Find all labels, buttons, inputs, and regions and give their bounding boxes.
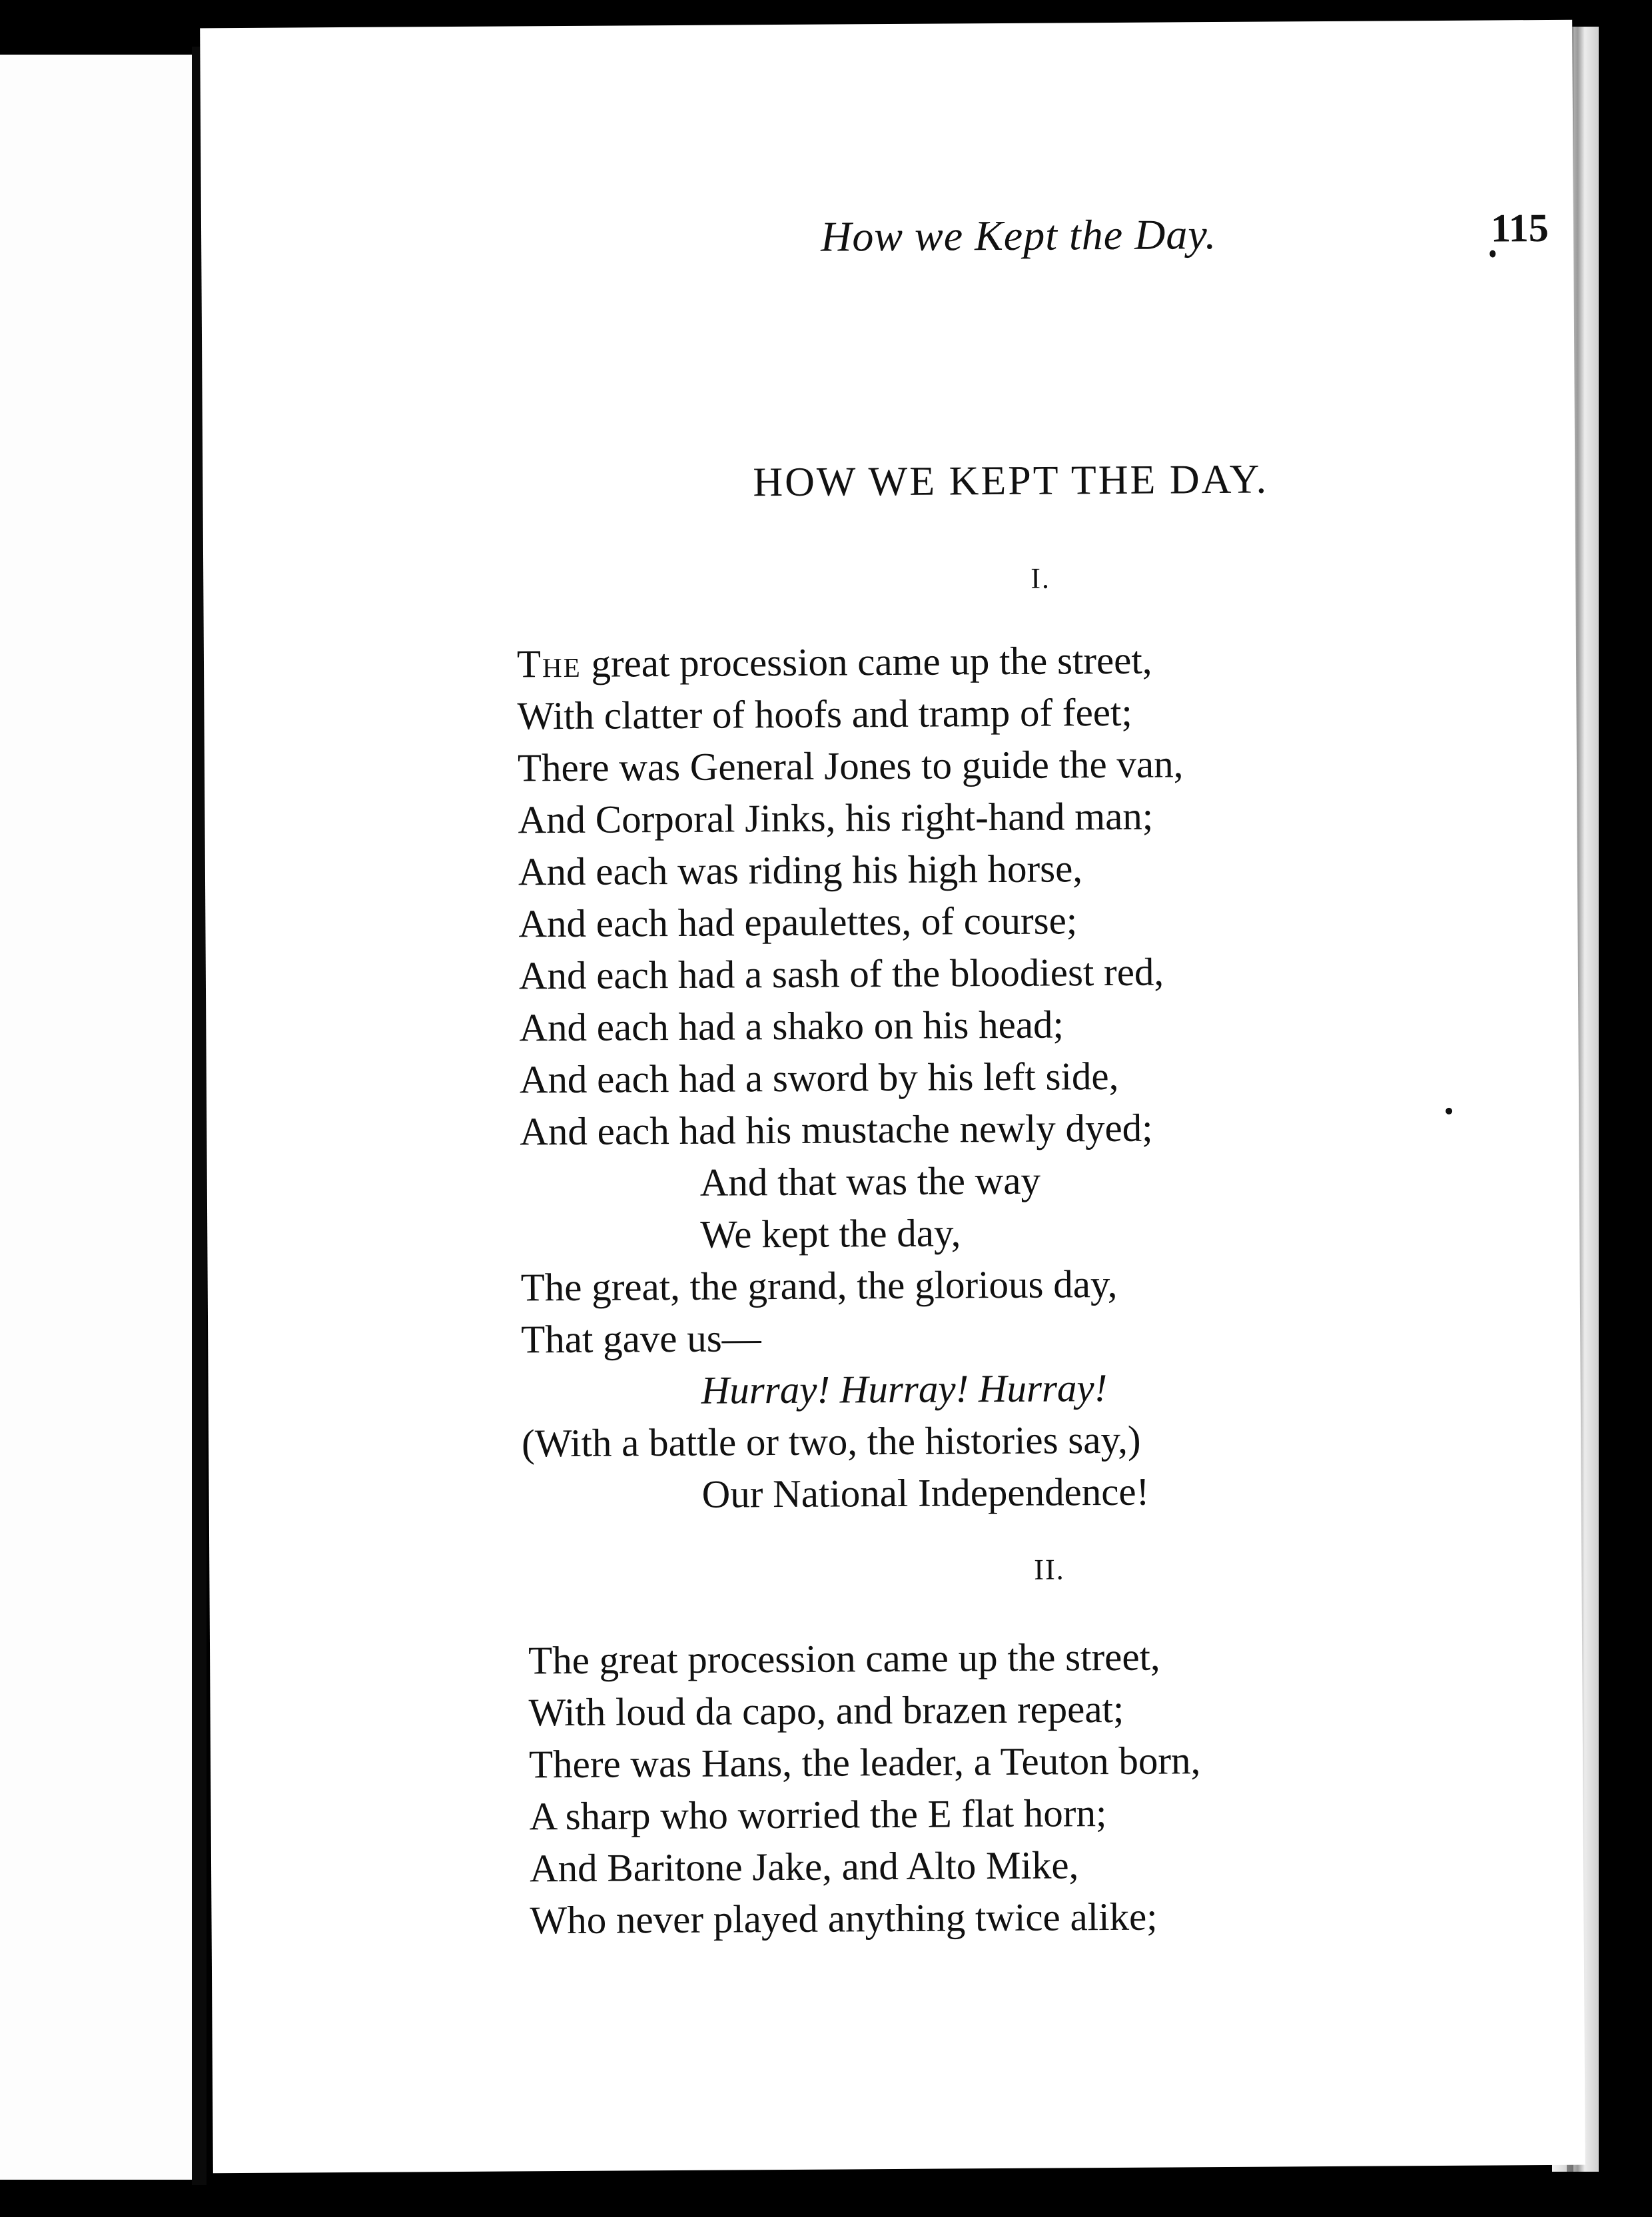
drop-lead-word: The	[516, 641, 582, 686]
poem-title: HOW WE KEPT THE DAY.	[753, 456, 1269, 506]
poem-line: And each had a shako on his head;	[519, 1002, 1064, 1050]
ink-speck	[1446, 1108, 1452, 1114]
poem-line: And each had epaulettes, of course;	[518, 898, 1078, 946]
poem-line-refrain: And that was the way	[699, 1158, 1041, 1204]
book-page	[200, 20, 1585, 2174]
poem-line	[517, 632, 1383, 689]
poem-line: And Corporal Jinks, his right-hand man;	[518, 793, 1154, 842]
poem-line: With loud da capo, and brazen repeat;	[528, 1686, 1124, 1735]
poem-line: That gave us—	[521, 1316, 761, 1362]
poem-line: With clatter of hoofs and tramp of feet;	[517, 689, 1132, 738]
poem-line-exclamation: Hurray! Hurray! Hurray!	[701, 1366, 1108, 1412]
section-numeral-2: II.	[1034, 1553, 1065, 1586]
poem-line-text: great procession came up the street,	[581, 638, 1152, 685]
running-head: How we Kept the Day.	[820, 211, 1217, 260]
facing-page-strip	[0, 55, 194, 2180]
poem-line: And each had his mustache newly dyed;	[520, 1105, 1153, 1154]
poem-line: The great, the grand, the glorious day,	[520, 1261, 1118, 1310]
poem-line: Who never played anything twice alike;	[530, 1894, 1158, 1943]
poem-line: And Baritone Jake, and Alto Mike,	[529, 1843, 1079, 1891]
poem-line: There was General Jones to guide the van,	[517, 741, 1184, 790]
poem-line-refrain: We kept the day,	[700, 1210, 961, 1256]
page-number: 115	[1490, 205, 1549, 250]
poem-line: A sharp who worried the E flat horn;	[529, 1791, 1107, 1839]
poem-line: (With a battle or two, the histories say,)	[521, 1417, 1141, 1466]
poem-line-refrain: Our National Independence!	[701, 1469, 1150, 1516]
stanza-1	[517, 632, 1388, 1521]
poem-line: There was Hans, the leader, a Teuton born,	[528, 1738, 1201, 1787]
stanza-2	[528, 1629, 1396, 1946]
poem-line: And each was riding his high horse,	[518, 846, 1083, 894]
ink-speck	[1489, 250, 1495, 257]
section-numeral-1: I.	[1031, 562, 1051, 595]
poem-line: And each had a sword by his left side,	[519, 1053, 1119, 1102]
poem-line: The great procession came up the street,	[528, 1634, 1160, 1683]
poem-line: And each had a sash of the bloodiest red,	[518, 949, 1164, 998]
